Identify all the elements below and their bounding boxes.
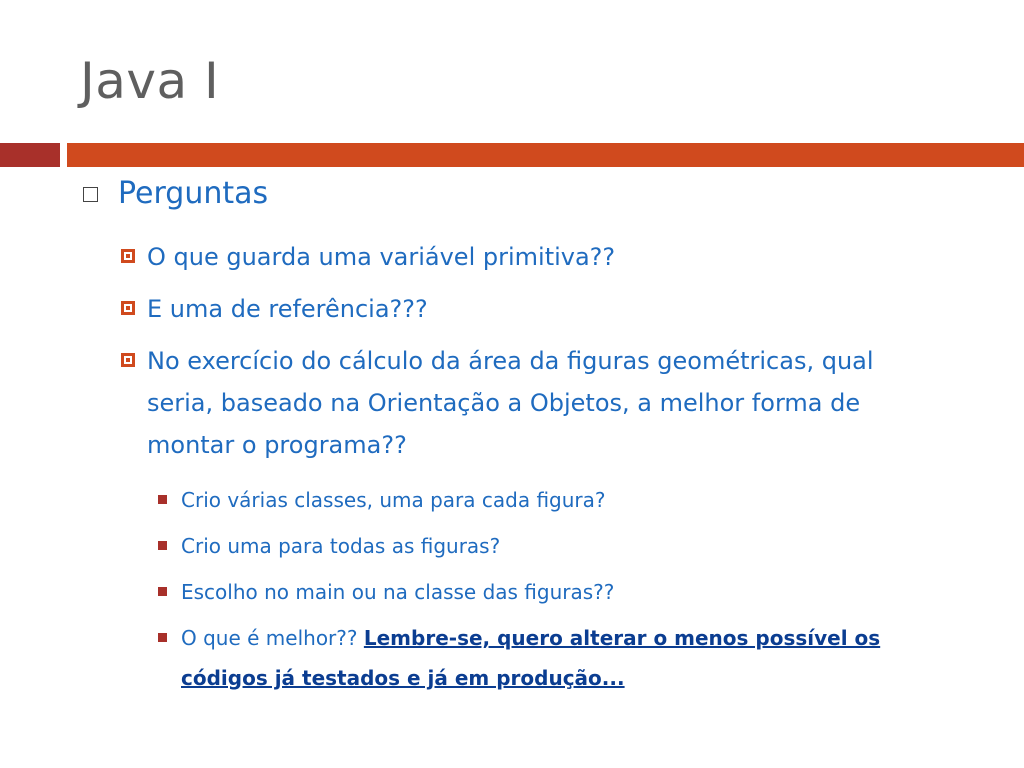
bullet-level3-item xyxy=(158,618,918,698)
bullet-level3-prefix: O que é melhor?? xyxy=(181,626,364,650)
slide-title: Java I xyxy=(80,52,220,110)
hollow-square-bullet-icon xyxy=(83,187,98,202)
title-divider-bar xyxy=(67,143,1024,167)
bullet-level2-text: O que guarda uma variável primitiva?? xyxy=(147,243,616,271)
title-divider-left xyxy=(0,143,60,167)
filled-square-bullet-icon xyxy=(158,633,167,642)
bullet-level3-text: Crio várias classes, uma para cada figura? xyxy=(181,488,606,512)
bullet-level3-item xyxy=(158,526,918,566)
bullet-level3-text: Escolho no main ou na classe das figuras?? xyxy=(181,580,615,604)
filled-square-bullet-icon xyxy=(158,541,167,550)
bullet-level3-item xyxy=(158,572,918,612)
bullet-level3-text-with-link xyxy=(181,618,881,698)
bullet-level3-text: Crio uma para todas as figuras? xyxy=(181,534,501,558)
bullet-level1-perguntas xyxy=(83,176,268,211)
bullet-level2-item xyxy=(121,340,941,466)
bullet-level1-text: Perguntas xyxy=(118,176,269,211)
bullet-level2-text: No exercício do cálculo da área da figuras geométricas, qual seria, baseado na Orientação a Objetos, a melhor forma de montar o programa?? xyxy=(147,347,874,459)
bullet-level2-text: E uma de referência??? xyxy=(147,295,428,323)
filled-square-bullet-icon xyxy=(158,587,167,596)
square-bullet-icon xyxy=(121,353,135,367)
bullet-level2-item xyxy=(121,236,941,278)
square-bullet-icon xyxy=(121,301,135,315)
bullet-level2-item xyxy=(121,288,941,330)
bullet-level3-item xyxy=(158,480,918,520)
square-bullet-icon xyxy=(121,249,135,263)
lembre-se-link[interactable]: Lembre-se, quero alterar o menos possível os códigos já testados e já em produção... xyxy=(181,626,881,690)
filled-square-bullet-icon xyxy=(158,495,167,504)
